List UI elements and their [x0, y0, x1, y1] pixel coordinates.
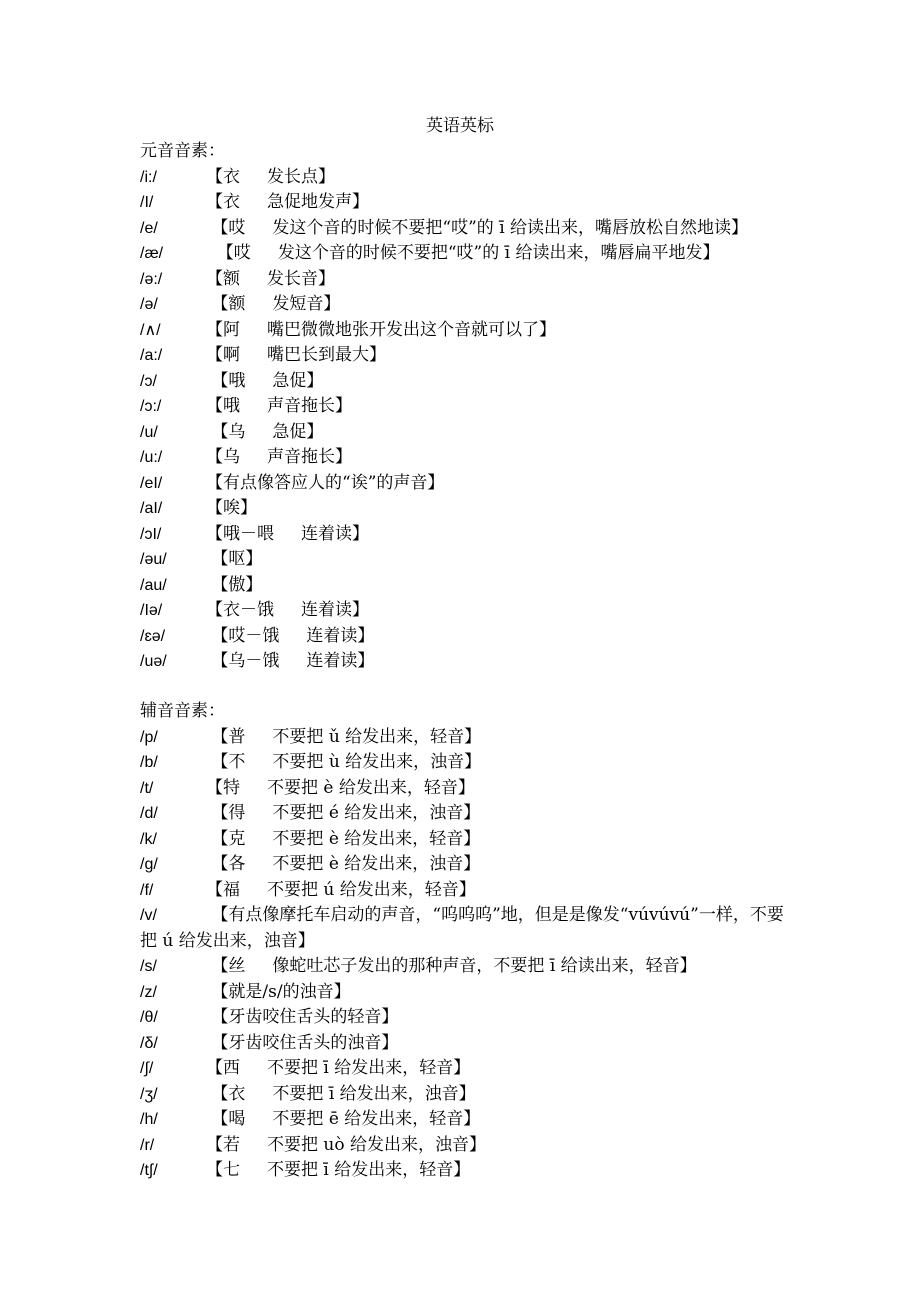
vowel-row: [140, 420, 800, 446]
vowel-row: [140, 394, 800, 420]
phonetic-symbol: /∧/: [140, 321, 161, 339]
pronunciation-note: 【衣 急促地发声】: [206, 192, 370, 212]
vowel-heading: 元音音素：: [140, 141, 225, 161]
phonetic-symbol: /t/: [140, 779, 154, 797]
pronunciation-note: 【哎 发这个音的时候不要把“哎”的 ī 给读出来，嘴唇放松自然地读】: [206, 217, 749, 238]
phonetic-symbol: /aI/: [140, 500, 163, 517]
phonetic-symbol: /b/: [140, 754, 158, 771]
phonetic-symbol: /I/: [140, 194, 154, 211]
phonetic-symbol: /u/: [140, 423, 158, 441]
vowel-row: [140, 241, 800, 267]
pronunciation-note: 【哎 发这个音的时候不要把“哎”的 ī 给读出来，嘴唇扁平地发】: [206, 243, 720, 263]
consonant-row: [140, 776, 800, 802]
vowel-row: [140, 318, 800, 344]
phonetic-symbol: /au/: [140, 576, 167, 594]
phonetic-symbol: /æ/: [140, 245, 164, 262]
pronunciation-note: 【哦 急促】: [206, 370, 324, 391]
pronunciation-note: 【牙齿咬住舌头的浊音】: [206, 1032, 399, 1053]
phonetic-symbol: /t∫/: [140, 1162, 158, 1179]
pronunciation-note: 【克 不要把 è 给发出来，轻音】: [206, 828, 481, 849]
pronunciation-note: 【特 不要把 è 给发出来，轻音】: [206, 777, 475, 798]
phonetic-symbol: /g/: [140, 856, 158, 873]
phonetic-symbol: /∫/: [140, 1060, 154, 1077]
consonant-row: [140, 1056, 800, 1082]
phonetic-symbol: /ɔ/: [140, 372, 157, 390]
pronunciation-note: 【丝 像蛇吐芯子发出的那种声音，不要把 ī 给读出来，轻音】: [206, 956, 697, 976]
vowel-row: [140, 496, 800, 522]
vowel-row: [140, 190, 800, 216]
pronunciation-note: 【牙齿咬住舌头的轻音】: [206, 1007, 399, 1027]
phonetic-symbol: /ɔI/: [140, 525, 162, 543]
pronunciation-note: 【若 不要把 uò 给发出来，浊音】: [206, 1134, 487, 1155]
consonant-list: [140, 725, 800, 1184]
consonant-row: [140, 1082, 800, 1108]
pronunciation-note: 【西 不要把 ī 给发出来，轻音】: [206, 1058, 471, 1078]
consonant-row: [140, 878, 800, 904]
vowel-row: [140, 471, 800, 497]
page-title: 英语英标: [426, 116, 494, 136]
vowel-row: [140, 369, 800, 395]
consonant-row: [140, 980, 800, 1006]
vowel-row: [140, 165, 800, 191]
pronunciation-note: 【七 不要把 ī 给发出来，轻音】: [206, 1160, 471, 1180]
phonetic-symbol: /uə/: [140, 653, 167, 670]
consonant-section: [140, 699, 800, 1184]
phonetic-symbol: /v/: [140, 907, 157, 924]
phonetic-symbol: /a:/: [140, 347, 163, 364]
vowel-row: [140, 573, 800, 599]
consonant-row: [140, 801, 800, 827]
pronunciation-note: 【阿 嘴巴微微地张开发出这个音就可以了】: [206, 319, 557, 340]
pronunciation-note: 【衣－饿 连着读】: [206, 600, 370, 620]
pronunciation-note: 【额 发长音】: [206, 268, 336, 289]
pronunciation-note: 【福 不要把 ú 给发出来，轻音】: [206, 879, 476, 900]
phonetic-symbol: /s/: [140, 958, 157, 975]
phonetic-symbol: /r/: [140, 1136, 155, 1154]
phonetic-symbol: /f/: [140, 881, 154, 899]
pronunciation-note: 【得 不要把 é 给发出来，浊音】: [206, 803, 481, 823]
phonetic-symbol: /ə/: [140, 296, 158, 313]
vowel-row: [140, 522, 800, 548]
phonetic-symbol: /θ/: [140, 1009, 158, 1026]
phonetic-symbol: /i:/: [140, 168, 157, 186]
vowel-section: [140, 139, 800, 675]
pronunciation-note: 【呕】: [206, 549, 263, 569]
phonetic-symbol: /ɛə/: [140, 627, 166, 645]
consonant-row: [140, 1005, 800, 1031]
pronunciation-note: 【哦 声音拖长】: [206, 396, 353, 416]
consonant-heading: 辅音音素：: [140, 701, 225, 721]
phonetic-symbol: /Iə/: [140, 602, 163, 619]
consonant-row: [140, 750, 800, 776]
phonetic-symbol: /u:/: [140, 449, 163, 466]
phonetic-symbol: /ɔ:/: [140, 398, 162, 415]
phonetic-symbol: /əu/: [140, 551, 167, 568]
consonant-row: [140, 1031, 800, 1057]
pronunciation-note: 【傲】: [206, 574, 263, 595]
consonant-row: [140, 725, 800, 751]
phonetic-symbol: /d/: [140, 805, 158, 822]
pronunciation-note: 【喝 不要把 ē 给发出来，轻音】: [206, 1109, 481, 1129]
phonetic-symbol: /z/: [140, 983, 157, 1001]
phonetic-symbol: /k/: [140, 830, 157, 848]
phonetic-symbol: /ʒ/: [140, 1085, 158, 1103]
pronunciation-note: 【哦－喂 连着读】: [206, 523, 370, 544]
vowel-row: [140, 649, 800, 675]
vowel-row: [140, 547, 800, 573]
pronunciation-note: 【衣 发长点】: [206, 166, 336, 187]
consonant-row: [140, 1133, 800, 1159]
vowel-row: [140, 216, 800, 242]
pronunciation-note: 【乌－饿 连着读】: [206, 651, 375, 671]
pronunciation-note: 【啊 嘴巴长到最大】: [206, 345, 387, 365]
pronunciation-note: 【衣 不要把 ī 给发出来，浊音】: [206, 1083, 476, 1104]
vowel-row: [140, 624, 800, 650]
consonant-row: [140, 852, 800, 878]
vowel-row: [140, 343, 800, 369]
pronunciation-note: 【额 发短音】: [206, 294, 341, 314]
phonetic-symbol: /eI/: [140, 474, 163, 492]
phonetic-symbol: /h/: [140, 1111, 158, 1128]
pronunciation-note: 【乌 急促】: [206, 421, 324, 442]
vowel-row: [140, 598, 800, 624]
phonetic-symbol: /p/: [140, 728, 158, 746]
vowel-row: [140, 267, 800, 293]
vowel-row: [140, 445, 800, 471]
pronunciation-note: 【哎－饿 连着读】: [206, 625, 375, 646]
phonetic-symbol: /ə:/: [140, 270, 163, 288]
pronunciation-note: 【就是/s/的浊音】: [206, 981, 351, 1002]
phonetic-symbol: /e/: [140, 219, 158, 237]
pronunciation-note: 【有点像答应人的“诶”的声音】: [206, 472, 445, 493]
consonant-row: [140, 1107, 800, 1133]
pronunciation-note: 【各 不要把 è 给发出来，浊音】: [206, 854, 481, 874]
consonant-row: [140, 1158, 800, 1184]
vowel-row: [140, 292, 800, 318]
phonetic-symbol: /δ/: [140, 1034, 158, 1052]
pronunciation-note: 【不 不要把 ù 给发出来，浊音】: [206, 752, 482, 772]
consonant-row: [140, 954, 800, 980]
pronunciation-note: 【乌 声音拖长】: [206, 447, 353, 467]
pronunciation-note: 【有点像摩托车启动的声音，“呜呜呜”地，但是是像发“vúvúvú”一样，不要把 ú 给发出来，浊音】: [140, 905, 784, 951]
pronunciation-note: 【普 不要把 ǔ 给发出来，轻音】: [206, 726, 482, 747]
consonant-row: [140, 827, 800, 853]
consonant-row: [140, 903, 800, 954]
vowel-list: [140, 165, 800, 675]
pronunciation-note: 【唉】: [206, 498, 257, 518]
